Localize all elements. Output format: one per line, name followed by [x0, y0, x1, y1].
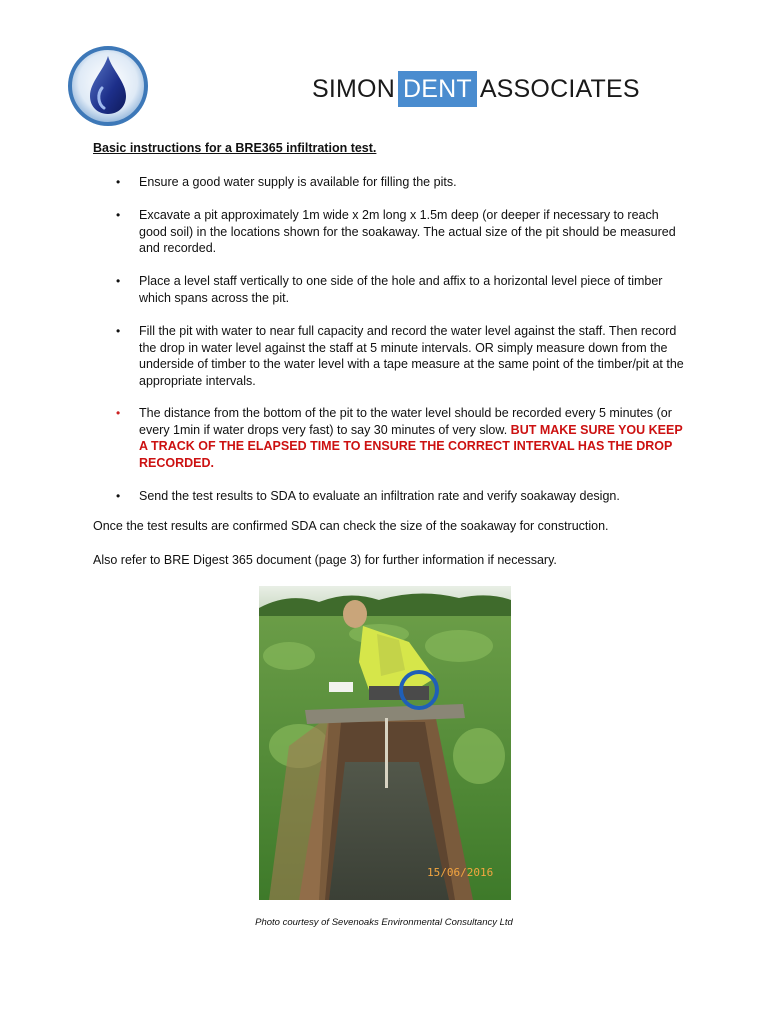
photo-caption: Photo courtesy of Sevenoaks Environmental Consultancy Ltd	[255, 917, 513, 928]
warning-text: BUT MAKE SURE YOU KEEP A TRACK OF THE ELAPSED TIME TO ENSURE THE CORRECT INTERVAL HAS THE DROP RECORDED.	[139, 422, 683, 470]
bullet-dot: •	[116, 175, 121, 189]
brand-dent: DENT	[398, 71, 477, 107]
brand-associates: ASSOCIATES	[479, 74, 640, 103]
bullet-item-6	[116, 488, 684, 505]
bullet-dot: •	[116, 489, 121, 503]
bullet-item-3	[116, 273, 684, 306]
bullet-text: Ensure a good water supply is available for filling the pits.	[139, 175, 457, 189]
bullet-dot: •	[116, 406, 121, 420]
company-wordmark	[312, 70, 640, 108]
bullet-dot: •	[116, 324, 121, 338]
document-heading: Basic instructions for a BRE365 infiltration test.	[93, 141, 377, 155]
infiltration-test-photo	[259, 586, 511, 900]
bullet-text: Excavate a pit approximately 1m wide x 2m long x 1.5m deep (or deeper if necessary to reach good soil) in the locations shown for the soakaway. The actual size of the pit should be measured and recorded.	[139, 208, 676, 255]
bullet-item-2	[116, 207, 684, 257]
photo-date-stamp: 15/06/2016	[427, 866, 494, 879]
bullet-text: Fill the pit with water to near full capacity and record the water level against the staff. Then record the drop in water level against the staff at 5 minute intervals. OR simply measure down from the underside of timber to the water level with a tape measure at the same point of the timber/pit at the appropriate intervals.	[139, 324, 684, 388]
brand-simon: SIMON	[312, 74, 395, 103]
paragraph-reference: Also refer to BRE Digest 365 document (page 3) for further information if necessary.	[93, 553, 557, 567]
bullet-text: Send the test results to SDA to evaluate an infiltration rate and verify soakaway design.	[139, 489, 620, 503]
bullet-text: The distance from the bottom of the pit to the water level should be recorded every 5 minutes (or every 1min if water drops very fast) to say 30 minutes of very slow.	[139, 406, 672, 437]
bullet-item-1	[116, 174, 684, 191]
bullet-dot: •	[116, 208, 121, 222]
bullet-text: Place a level staff vertically to one side of the hole and affix to a horizontal level piece of timber which spans across the pit.	[139, 274, 663, 305]
bullet-item-4	[116, 323, 684, 389]
bullet-dot: •	[116, 274, 121, 288]
water-drop-logo-icon	[64, 44, 152, 128]
paragraph-confirm: Once the test results are confirmed SDA can check the size of the soakaway for construction.	[93, 519, 609, 533]
bullet-item-5	[116, 405, 684, 471]
